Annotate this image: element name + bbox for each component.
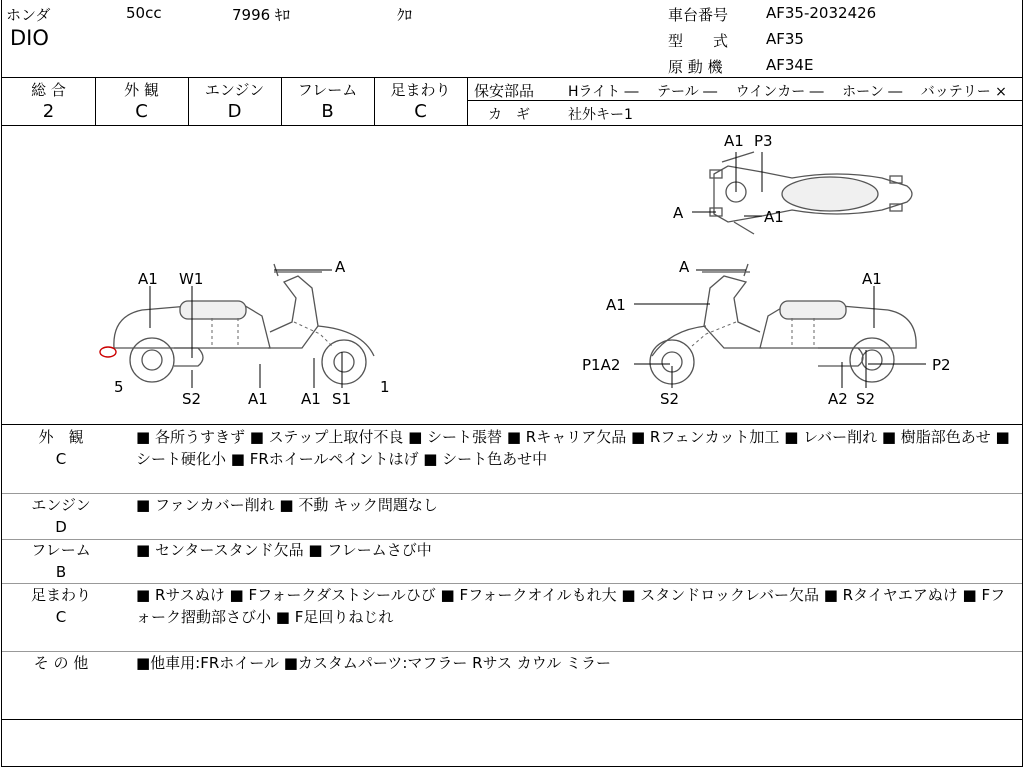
maker: ホンダ [6,6,51,24]
damage-label: S2 [660,390,680,408]
key-label: カ ギ [488,107,530,123]
grade-header-exterior: 外 観 [124,81,159,99]
damage-label: A [673,204,684,222]
section-text-frame: ■ センタースタンド欠品 ■ フレームさび中 [136,541,432,559]
divider [188,77,189,125]
damage-label: W1 [179,270,204,288]
damage-label: A [335,258,346,276]
frame-no-label: 車台番号 [668,6,729,24]
damage-label: A2 [828,390,848,408]
section-text-exterior: ■ 各所うすきず ■ ステップ上取付不良 ■ シート張替 ■ Rキャリア欠品 ■ Rフェンカット加工 ■ レバー削れ ■ 樹脂部色あせ ■ シート硬化小 ■ FRホイールペイントはげ ■ シート色あせ中 [136,428,1010,468]
grade-header-overall: 総 合 [31,81,66,99]
section-grade-frame: B [55,563,67,581]
inspection-sheet [1,0,1023,767]
type-value: AF35 [766,30,804,48]
divider [374,77,375,125]
grade-value-exterior: C [135,101,148,122]
damage-label: A1 [138,270,158,288]
damage-label: 5 [114,378,124,396]
grade-value-frame: B [321,101,334,122]
section-text-suspension: ■ Rサスぬけ ■ Fフォークダストシールひび ■ Fフォークオイルもれ大 ■ スタンドロックレバー欠品 ■ Rタイヤエアぬけ ■ Fフォーク摺動部さび小 ■ F足回りねじれ [136,586,1006,626]
section-text-engine: ■ ファンカバー削れ ■ 不動 キック問題なし [136,496,438,514]
divider [281,77,282,125]
section-label-exterior: 外 観 [38,428,84,446]
divider [2,719,1022,720]
damage-label: A1 [862,270,882,288]
divider [2,77,1022,78]
safety-items: Hライト ― テール ― ウインカー ― ホーン ― バッテリー × [568,84,1007,100]
damage-diagram [2,126,1024,424]
damage-label: 1 [380,378,390,396]
grade-header-suspension: 足まわり [390,81,451,99]
grade-value-suspension: C [414,101,427,122]
scooter-top-view [710,152,912,234]
divider [2,424,1022,425]
damage-label: S1 [332,390,352,408]
type-label: 型 式 [668,32,729,50]
section-label-other: そ の 他 [33,654,89,672]
section-grade-exterior: C [55,450,67,468]
section-label-suspension: 足まわり [30,586,91,604]
damage-label: A [679,258,690,276]
section-label-frame: フレーム [31,541,91,559]
color: ｸﾛ [397,6,413,24]
damage-label: A1 [301,390,321,408]
damage-label: P2 [932,356,951,374]
grade-value-engine: D [227,101,242,122]
mileage: 7996 ｷﾛ [232,6,290,24]
engine-value: AF34E [766,56,814,74]
grade-header-frame: フレーム [297,81,358,99]
engine-label: 原 動 機 [668,58,723,76]
damage-label: S2 [856,390,876,408]
displacement: 50cc [126,4,162,22]
damage-label: S2 [182,390,202,408]
damage-label: P1A2 [582,356,621,374]
grade-value-overall: 2 [42,101,55,122]
section-grade-engine: D [55,518,67,536]
damage-label: A1 [606,296,626,314]
grade-header-engine: エンジン [204,81,265,99]
section-label-engine: エンジン [31,496,91,514]
damage-label: P3 [754,132,773,150]
divider [467,77,468,125]
divider [95,77,96,125]
damage-label: A1 [248,390,268,408]
damage-label: A1 [724,132,744,150]
frame-no: AF35-2032426 [766,4,877,22]
safety-label: 保安部品 [474,82,535,100]
key-value: 社外キー1 [568,107,633,123]
section-text-other: ■他車用:FRホイール ■カスタムパーツ:マフラー Rサス カウル ミラー [136,654,612,672]
damage-label: A1 [764,208,784,226]
model-name: DIO [10,26,49,50]
section-grade-suspension: C [55,608,67,626]
